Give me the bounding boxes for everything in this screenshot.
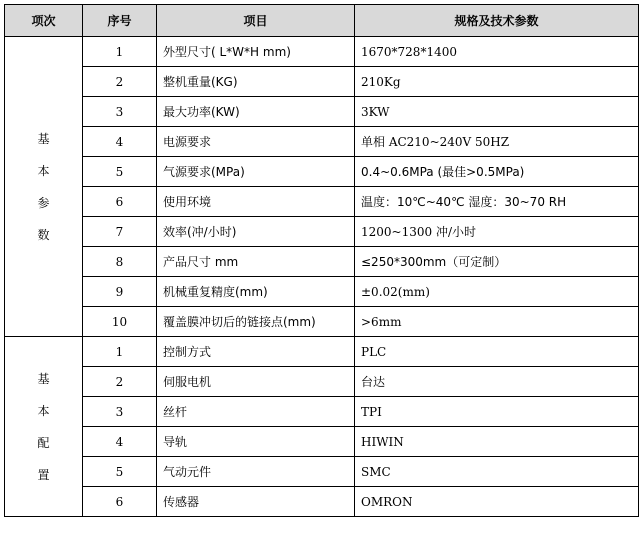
table-row — [5, 457, 639, 487]
group-char: 配 — [37, 435, 50, 450]
row-spec: PLC — [355, 337, 639, 367]
group-char: 置 — [37, 467, 50, 482]
header-no: 序号 — [83, 5, 157, 37]
row-no: 5 — [83, 157, 157, 187]
row-no: 6 — [83, 487, 157, 517]
row-no: 4 — [83, 127, 157, 157]
group-char: 基 — [37, 371, 50, 386]
row-no: 7 — [83, 217, 157, 247]
table-row — [5, 427, 639, 457]
row-item: 气源要求(MPa) — [157, 157, 355, 187]
table-row — [5, 127, 639, 157]
row-no: 5 — [83, 457, 157, 487]
row-item: 导轨 — [157, 427, 355, 457]
table-row — [5, 307, 639, 337]
row-item: 机械重复精度(mm) — [157, 277, 355, 307]
row-no: 10 — [83, 307, 157, 337]
row-no: 6 — [83, 187, 157, 217]
table-row — [5, 397, 639, 427]
row-spec: 1670*728*1400 — [355, 37, 639, 67]
row-no: 9 — [83, 277, 157, 307]
table-row — [5, 367, 639, 397]
row-item: 气动元件 — [157, 457, 355, 487]
row-spec: HIWIN — [355, 427, 639, 457]
group-char: 本 — [37, 403, 50, 418]
row-spec: 单相 AC210~240V 50HZ — [355, 127, 639, 157]
row-spec: OMRON — [355, 487, 639, 517]
table-row — [5, 487, 639, 517]
row-item: 控制方式 — [157, 337, 355, 367]
row-item: 外型尺寸( L*W*H mm) — [157, 37, 355, 67]
row-item: 效率(冲/小时) — [157, 217, 355, 247]
group-label-basic-config — [5, 337, 83, 517]
table-row — [5, 67, 639, 97]
row-spec: 0.4~0.6MPa (最佳>0.5MPa) — [355, 157, 639, 187]
row-no: 1 — [83, 337, 157, 367]
table-row — [5, 247, 639, 277]
header-row — [5, 5, 639, 37]
row-spec: 210Kg — [355, 67, 639, 97]
row-spec: 3KW — [355, 97, 639, 127]
group-char: 数 — [37, 227, 50, 242]
row-no: 1 — [83, 37, 157, 67]
row-no: 3 — [83, 97, 157, 127]
row-spec: TPI — [355, 397, 639, 427]
row-no: 2 — [83, 367, 157, 397]
table-row — [5, 97, 639, 127]
row-spec: 1200~1300 冲/小时 — [355, 217, 639, 247]
row-item: 最大功率(KW) — [157, 97, 355, 127]
table-row — [5, 217, 639, 247]
row-item: 伺服电机 — [157, 367, 355, 397]
row-spec: ±0.02(mm) — [355, 277, 639, 307]
row-item: 使用环境 — [157, 187, 355, 217]
row-no: 3 — [83, 397, 157, 427]
table-row — [5, 277, 639, 307]
row-item: 丝杆 — [157, 397, 355, 427]
spec-table — [4, 4, 639, 517]
table-row — [5, 337, 639, 367]
header-item: 项目 — [157, 5, 355, 37]
row-item: 整机重量(KG) — [157, 67, 355, 97]
row-no: 8 — [83, 247, 157, 277]
row-item: 产品尺寸 mm — [157, 247, 355, 277]
row-spec: 温度：10℃~40℃ 湿度：30~70 RH — [355, 187, 639, 217]
group-char: 基 — [37, 131, 50, 146]
group-char: 参 — [37, 195, 50, 210]
row-item: 电源要求 — [157, 127, 355, 157]
header-spec: 规格及技术参数 — [355, 5, 639, 37]
table-row — [5, 37, 639, 67]
table-row — [5, 157, 639, 187]
row-spec: ≤250*300mm（可定制） — [355, 247, 639, 277]
row-item: 覆盖膜冲切后的链接点(mm) — [157, 307, 355, 337]
row-item: 传感器 — [157, 487, 355, 517]
row-no: 2 — [83, 67, 157, 97]
row-spec: SMC — [355, 457, 639, 487]
row-no: 4 — [83, 427, 157, 457]
table-row — [5, 187, 639, 217]
header-category: 项次 — [5, 5, 83, 37]
group-char: 本 — [37, 163, 50, 178]
row-spec: >6mm — [355, 307, 639, 337]
row-spec: 台达 — [355, 367, 639, 397]
group-label-basic-params — [5, 37, 83, 337]
